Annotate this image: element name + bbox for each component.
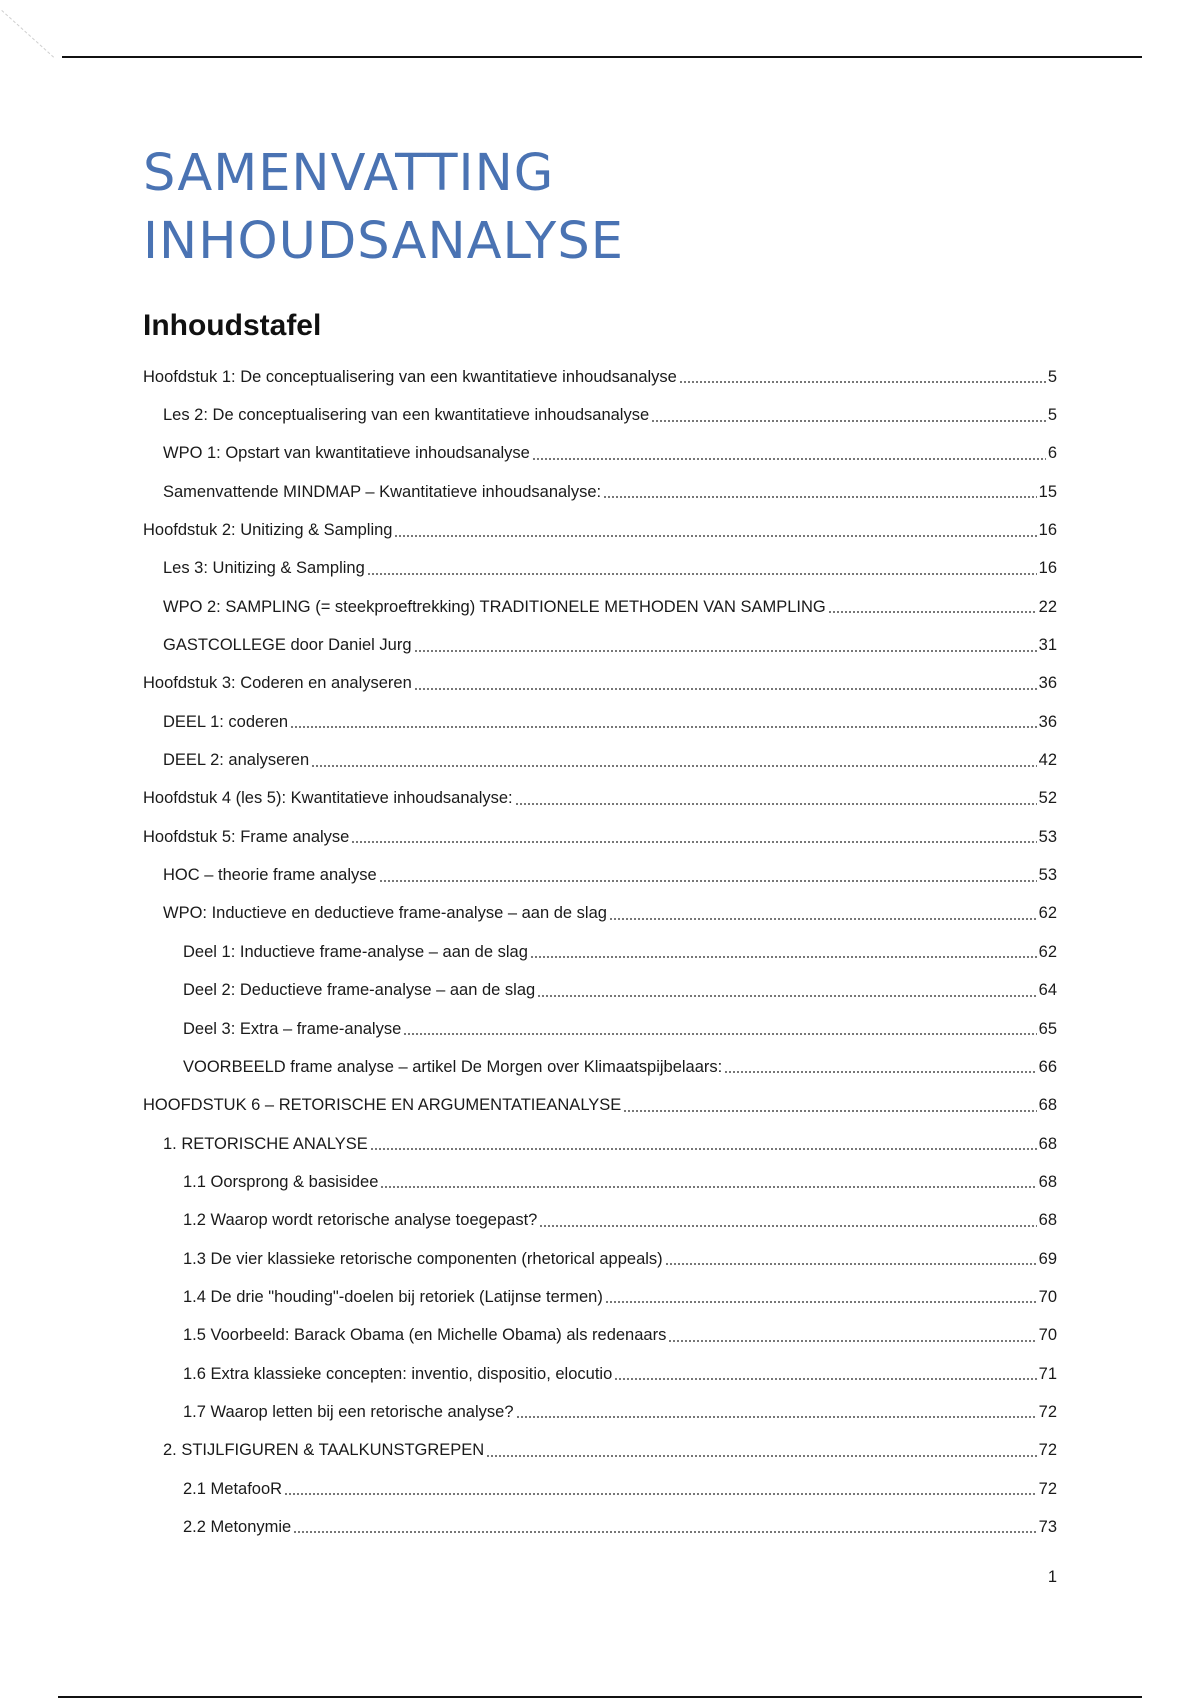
toc-entry-title[interactable]: WPO 1: Opstart van kwantitatieve inhoudsanalyse [163, 444, 530, 463]
toc-entry-title[interactable]: HOC – theorie frame analyse [163, 866, 377, 885]
toc-entry-page[interactable]: 68 [1038, 1211, 1057, 1230]
toc-dot-leader [679, 380, 1046, 384]
toc-entry-page[interactable]: 53 [1038, 827, 1057, 846]
table-of-contents [143, 358, 1057, 1547]
toc-entry-page[interactable]: 5 [1047, 367, 1057, 386]
toc-entry-title[interactable]: Hoofdstuk 5: Frame analyse [143, 827, 350, 846]
toc-entry[interactable] [143, 358, 1057, 396]
toc-entry[interactable] [143, 1240, 1057, 1278]
toc-entry[interactable] [143, 588, 1057, 626]
toc-entry[interactable] [143, 1432, 1057, 1470]
toc-dot-leader [290, 725, 1037, 729]
toc-entry[interactable] [143, 1202, 1057, 1240]
toc-entry[interactable] [143, 626, 1057, 664]
toc-entry-title[interactable]: GASTCOLLEGE door Daniel Jurg [163, 636, 412, 655]
toc-dot-leader [614, 1377, 1036, 1381]
toc-dot-leader [394, 534, 1036, 538]
toc-entry-title[interactable]: 1.3 De vier klassieke retorische componenten (rhetorical appeals) [183, 1249, 663, 1268]
toc-entry-title[interactable]: Deel 2: Deductieve frame-analyse – aan de slag [183, 981, 536, 1000]
toc-entry[interactable] [143, 1317, 1057, 1355]
toc-entry-page[interactable]: 66 [1038, 1057, 1057, 1076]
toc-entry-page[interactable]: 52 [1038, 789, 1057, 808]
toc-entry-title[interactable]: VOORBEELD frame analyse – artikel De Morgen over Klimaatspijbelaars: [183, 1057, 723, 1076]
toc-dot-leader [651, 419, 1046, 423]
toc-entry-title[interactable]: Les 3: Unitizing & Sampling [163, 559, 365, 578]
toc-entry-page[interactable]: 36 [1038, 712, 1057, 731]
toc-entry-title[interactable]: Samenvattende MINDMAP – Kwantitatieve inhoudsanalyse: [163, 482, 602, 501]
toc-dot-leader [379, 879, 1037, 883]
toc-entry-title[interactable]: WPO: Inductieve en deductieve frame-analyse – aan de slag [163, 904, 607, 923]
toc-entry[interactable] [143, 1163, 1057, 1201]
toc-entry-title[interactable]: Deel 1: Inductieve frame-analyse – aan de slag [183, 942, 528, 961]
toc-entry-page[interactable]: 68 [1038, 1172, 1057, 1191]
toc-entry-title[interactable]: 2. STIJLFIGUREN & TAALKUNSTGREPEN [163, 1441, 485, 1460]
toc-entry-page[interactable]: 62 [1038, 904, 1057, 923]
toc-entry-title[interactable]: 1.1 Oorsprong & basisidee [183, 1172, 379, 1191]
toc-entry-page[interactable]: 68 [1038, 1134, 1057, 1153]
toc-entry-page[interactable]: 36 [1038, 674, 1057, 693]
footer-rule [58, 1696, 1142, 1698]
toc-dot-leader [351, 840, 1036, 844]
toc-entry-page[interactable]: 15 [1038, 482, 1057, 501]
toc-entry-title[interactable]: Hoofdstuk 3: Coderen en analyseren [143, 674, 412, 693]
toc-entry[interactable] [143, 703, 1057, 741]
toc-entry[interactable] [143, 550, 1057, 588]
toc-dot-leader [828, 610, 1037, 614]
toc-entry-title[interactable]: HOOFDSTUK 6 – RETORISCHE EN ARGUMENTATIEANALYSE [143, 1096, 622, 1115]
toc-entry[interactable] [143, 1508, 1057, 1546]
header-rule [62, 56, 1142, 58]
toc-entry[interactable] [143, 665, 1057, 703]
toc-entry-title[interactable]: Deel 3: Extra – frame-analyse [183, 1019, 402, 1038]
toc-entry-page[interactable]: 22 [1038, 597, 1057, 616]
toc-dot-leader [532, 457, 1046, 461]
toc-dot-leader [370, 1147, 1037, 1151]
toc-entry[interactable] [143, 972, 1057, 1010]
toc-entry-title[interactable]: Hoofdstuk 2: Unitizing & Sampling [143, 521, 393, 540]
toc-entry[interactable] [143, 435, 1057, 473]
toc-entry-page[interactable]: 64 [1038, 981, 1057, 1000]
toc-entry[interactable] [143, 473, 1057, 511]
toc-entry[interactable] [143, 396, 1057, 434]
toc-dot-leader [516, 1415, 1037, 1419]
toc-entry-title[interactable]: DEEL 1: coderen [163, 712, 289, 731]
toc-dot-leader [539, 1224, 1036, 1228]
toc-dot-leader [609, 917, 1037, 921]
toc-entry-page[interactable]: 42 [1038, 751, 1057, 770]
toc-entry[interactable] [143, 1125, 1057, 1163]
toc-entry-title[interactable]: 1. RETORISCHE ANALYSE [163, 1134, 368, 1153]
toc-entry-title[interactable]: 1.6 Extra klassieke concepten: inventio, dispositio, elocutio [183, 1364, 613, 1383]
document-title-line: INHOUDSANALYSE [143, 212, 624, 271]
toc-entry-page[interactable]: 16 [1038, 521, 1057, 540]
toc-dot-leader [515, 802, 1037, 806]
toc-entry[interactable] [143, 1470, 1057, 1508]
toc-dot-leader [414, 649, 1037, 653]
toc-entry[interactable] [143, 780, 1057, 818]
toc-entry-page[interactable]: 69 [1038, 1249, 1057, 1268]
toc-entry-title[interactable]: 1.4 De drie "houding"-doelen bij retoriek (Latijnse termen) [183, 1287, 603, 1306]
document-title-line: SAMENVATTING [143, 144, 555, 203]
toc-entry-page[interactable]: 6 [1047, 444, 1057, 463]
toc-entry[interactable] [143, 1355, 1057, 1393]
toc-entry[interactable] [143, 1048, 1057, 1086]
toc-dot-leader [605, 1300, 1037, 1304]
toc-dot-leader [367, 572, 1037, 576]
toc-entry-page[interactable]: 65 [1038, 1019, 1057, 1038]
toc-dot-leader [414, 687, 1037, 691]
toc-entry-page[interactable]: 72 [1038, 1441, 1057, 1460]
toc-entry-title[interactable]: 1.5 Voorbeeld: Barack Obama (en Michelle Obama) als redenaars [183, 1326, 667, 1345]
toc-entry-title[interactable]: 2.2 Metonymie [183, 1517, 292, 1536]
toc-dot-leader [311, 764, 1037, 768]
document-title [143, 140, 624, 276]
toc-entry[interactable] [143, 895, 1057, 933]
toc-dot-leader [284, 1492, 1037, 1496]
toc-heading: Inhoudstafel [143, 309, 322, 342]
toc-entry-title[interactable]: 1.2 Waarop wordt retorische analyse toegepast? [183, 1211, 538, 1230]
page-number: 1 [1047, 1568, 1057, 1586]
toc-entry-page[interactable]: 73 [1038, 1517, 1057, 1536]
toc-dot-leader [486, 1454, 1036, 1458]
toc-entry-page[interactable]: 71 [1038, 1364, 1057, 1383]
toc-entry[interactable] [143, 818, 1057, 856]
toc-entry-title[interactable]: DEEL 2: analyseren [163, 751, 310, 770]
toc-dot-leader [293, 1530, 1036, 1534]
toc-entry-page[interactable]: 72 [1038, 1479, 1057, 1498]
page-corner-mark [0, 10, 54, 59]
toc-entry[interactable] [143, 1087, 1057, 1125]
toc-entry-title[interactable]: Les 2: De conceptualisering van een kwantitatieve inhoudsanalyse [163, 406, 650, 425]
toc-dot-leader [668, 1339, 1036, 1343]
toc-entry[interactable] [143, 1278, 1057, 1316]
toc-dot-leader [665, 1262, 1037, 1266]
toc-entry-title[interactable]: 2.1 MetafooR [183, 1479, 283, 1498]
toc-entry-page[interactable]: 5 [1047, 406, 1057, 425]
toc-entry[interactable] [143, 933, 1057, 971]
toc-dot-leader [724, 1070, 1036, 1074]
toc-entry[interactable] [143, 741, 1057, 779]
toc-entry[interactable] [143, 511, 1057, 549]
toc-entry-page[interactable]: 31 [1038, 636, 1057, 655]
toc-dot-leader [603, 495, 1037, 499]
toc-entry[interactable] [143, 856, 1057, 894]
toc-dot-leader [380, 1185, 1036, 1189]
toc-entry[interactable] [143, 1393, 1057, 1431]
toc-dot-leader [623, 1109, 1036, 1113]
toc-entry-page[interactable]: 53 [1038, 866, 1057, 885]
toc-entry-page[interactable]: 70 [1038, 1326, 1057, 1345]
toc-entry-page[interactable]: 72 [1038, 1402, 1057, 1421]
toc-dot-leader [537, 994, 1036, 998]
toc-dot-leader [530, 955, 1037, 959]
toc-dot-leader [403, 1032, 1036, 1036]
toc-entry-title[interactable]: 1.7 Waarop letten bij een retorische analyse? [183, 1402, 514, 1421]
toc-entry-page[interactable]: 16 [1038, 559, 1057, 578]
toc-entry-title[interactable]: Hoofdstuk 4 (les 5): Kwantitatieve inhoudsanalyse: [143, 789, 513, 808]
toc-entry-page[interactable]: 68 [1038, 1096, 1057, 1115]
toc-entry[interactable] [143, 1010, 1057, 1048]
toc-entry-page[interactable]: 62 [1038, 942, 1057, 961]
toc-entry-title[interactable]: Hoofdstuk 1: De conceptualisering van een kwantitatieve inhoudsanalyse [143, 367, 677, 386]
toc-entry-page[interactable]: 70 [1038, 1287, 1057, 1306]
toc-entry-title[interactable]: WPO 2: SAMPLING (= steekproeftrekking) TRADITIONELE METHODEN VAN SAMPLING [163, 597, 826, 616]
